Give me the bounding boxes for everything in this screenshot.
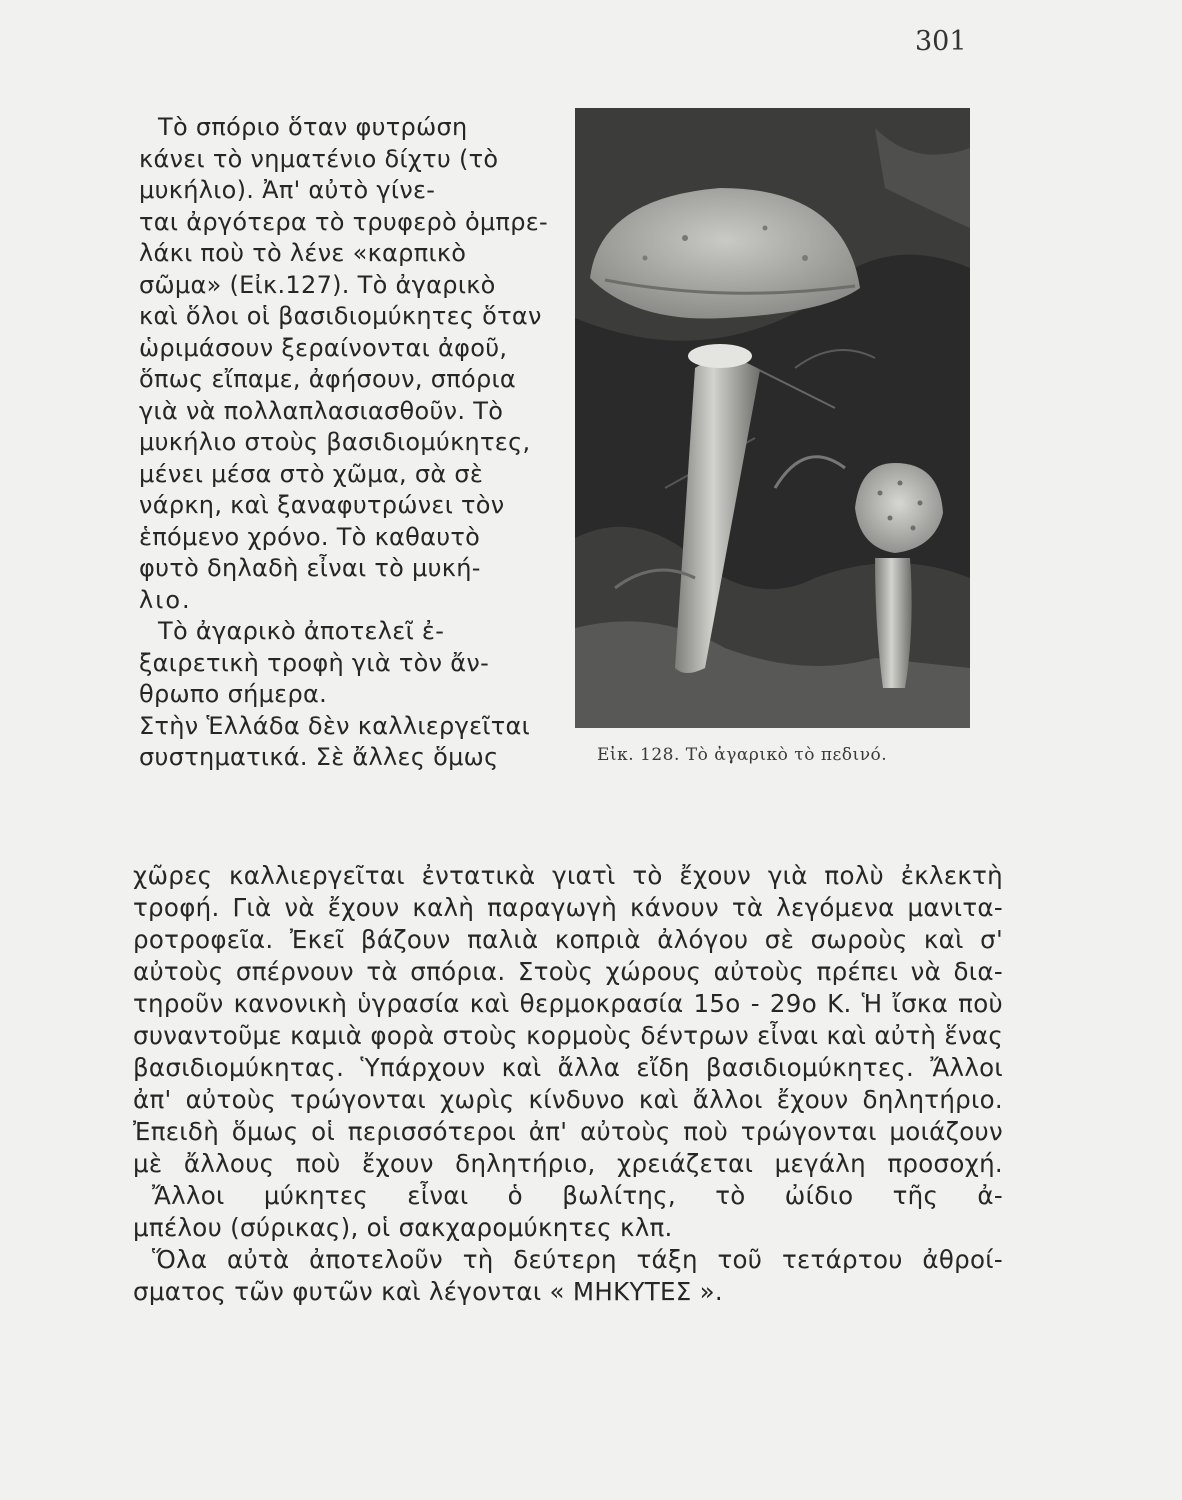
text-line: χῶρες καλλιεργεῖται ἐντατικὰ γιατὶ τὸ ἔχουν γιὰ πολὺ ἐκλεκτὴ — [133, 861, 1003, 890]
text-line: ἑπόμενο χρόνο. Τὸ καθαυτὸ — [139, 522, 481, 551]
text-line: συστηματικά. Σὲ ἄλλες ὅμως — [139, 743, 499, 771]
text-line: Στὴν Ἑλλάδα δὲν καλλιεργεῖται — [139, 711, 531, 740]
text-line: ται ἀργότερα τὸ τρυφερὸ ὀμπρε- — [139, 207, 549, 236]
text-line: μυκήλιο). Ἀπ' αὐτὸ γίνε- — [139, 176, 436, 204]
text-line: νάρκη, καὶ ξαναφυτρώνει τὸν — [139, 491, 505, 519]
text-line: ροτροφεῖα. Ἐκεῖ βάζουν παλιὰ κοπριὰ ἀλόγου σὲ σωροὺς καὶ σ' — [133, 925, 1003, 954]
text-line: ὅπως εἴπαμε, ἀφήσουν, σπόρια — [139, 365, 517, 393]
text-line: μὲ ἄλλους ποὺ ἔχουν δηλητήριο, χρειάζεται μεγάλη προσοχή. — [133, 1149, 1003, 1178]
text-line: καὶ ὅλοι οἱ βασιδιομύκητες ὅταν — [139, 302, 542, 330]
text-line: σματος τῶν φυτῶν καὶ λέγονται « ΜΗΚΥΤΕΣ ». — [133, 1277, 724, 1306]
text-line: Τὸ σπόριο ὅταν φυτρώση — [158, 113, 468, 141]
text-line: μένει μέσα στὸ χῶμα, σὰ σὲ — [139, 459, 484, 488]
text-line: ἀπ' αὐτοὺς τρώγονται χωρὶς κίνδυνο καὶ ἄλλοι ἔχουν δηλητήριο. — [133, 1085, 1003, 1114]
text-line: τηροῦν κανονικὴ ὑγρασία καὶ θερμοκρασία 15ο - 29ο Κ. Ἡ ἴσκα ποὺ — [133, 989, 1003, 1018]
figure-caption: Εἰκ. 128. Τὸ ἀγαρικὸ τὸ πεδινό. — [597, 745, 888, 765]
text-line: λιο. — [139, 585, 192, 614]
text-line: συναντοῦμε καμιὰ φορὰ στοὺς κορμοὺς δέντρων εἶναι καὶ αὐτὴ ἕνας — [133, 1021, 1003, 1050]
text-line: μυκήλιο στοὺς βασιδιομύκητες, — [139, 428, 531, 456]
body-text — [133, 860, 1003, 1308]
text-line: σῶμα» (Εἰκ.127). Τὸ ἀγαρικὸ — [139, 270, 496, 299]
text-line: ξαιρετικὴ τροφὴ γιὰ τὸν ἄν- — [139, 648, 490, 677]
mushroom-photo — [575, 108, 970, 728]
text-line: γιὰ νὰ πολλαπλασιασθοῦν. Τὸ — [139, 396, 504, 425]
text-line: θρωπο σήμερα. — [139, 680, 328, 708]
text-line: τροφή. Γιὰ νὰ ἔχουν καλὴ παραγωγὴ κάνουν τὰ λεγόμενα μανιτα- — [133, 893, 1003, 922]
text-line: λάκι ποὺ τὸ λένε «καρπικὸ — [139, 239, 467, 267]
text-line: ὡριμάσουν ξεραίνονται ἀφοῦ, — [139, 333, 508, 362]
text-line: Ἄλλοι μύκητες εἶναι ὁ βωλίτης, τὸ ὠίδιο τῆς ἀ- — [152, 1181, 1003, 1210]
left-column-text — [139, 112, 549, 774]
text-line: φυτὸ δηλαδὴ εἶναι τὸ μυκή- — [139, 554, 481, 582]
text-line: μπέλου (σύρικας), οἱ σακχαρομύκητες κλπ. — [133, 1213, 673, 1242]
page-number: 301 — [915, 26, 967, 57]
text-line: κάνει τὸ νηματένιο δίχτυ (τὸ — [139, 144, 499, 173]
text-line: Τὸ ἀγαρικὸ ἀποτελεῖ ἐ- — [158, 617, 445, 645]
text-line: αὐτοὺς σπέρνουν τὰ σπόρια. Στοὺς χώρους αὐτοὺς πρέπει νὰ δια- — [133, 957, 1003, 986]
text-line: Ἐπειδὴ ὅμως οἱ περισσότεροι ἀπ' αὐτοὺς ποὺ τρώγονται μοιάζουν — [133, 1117, 1003, 1146]
text-line: βασιδιομύκητας. Ὑπάρχουν καὶ ἄλλα εἴδη βασιδιομύκητες. Ἄλλοι — [133, 1053, 1003, 1082]
text-line: Ὅλα αὐτὰ ἀποτελοῦν τὴ δεύτερη τάξη τοῦ τετάρτου ἀθροί- — [152, 1245, 1003, 1274]
